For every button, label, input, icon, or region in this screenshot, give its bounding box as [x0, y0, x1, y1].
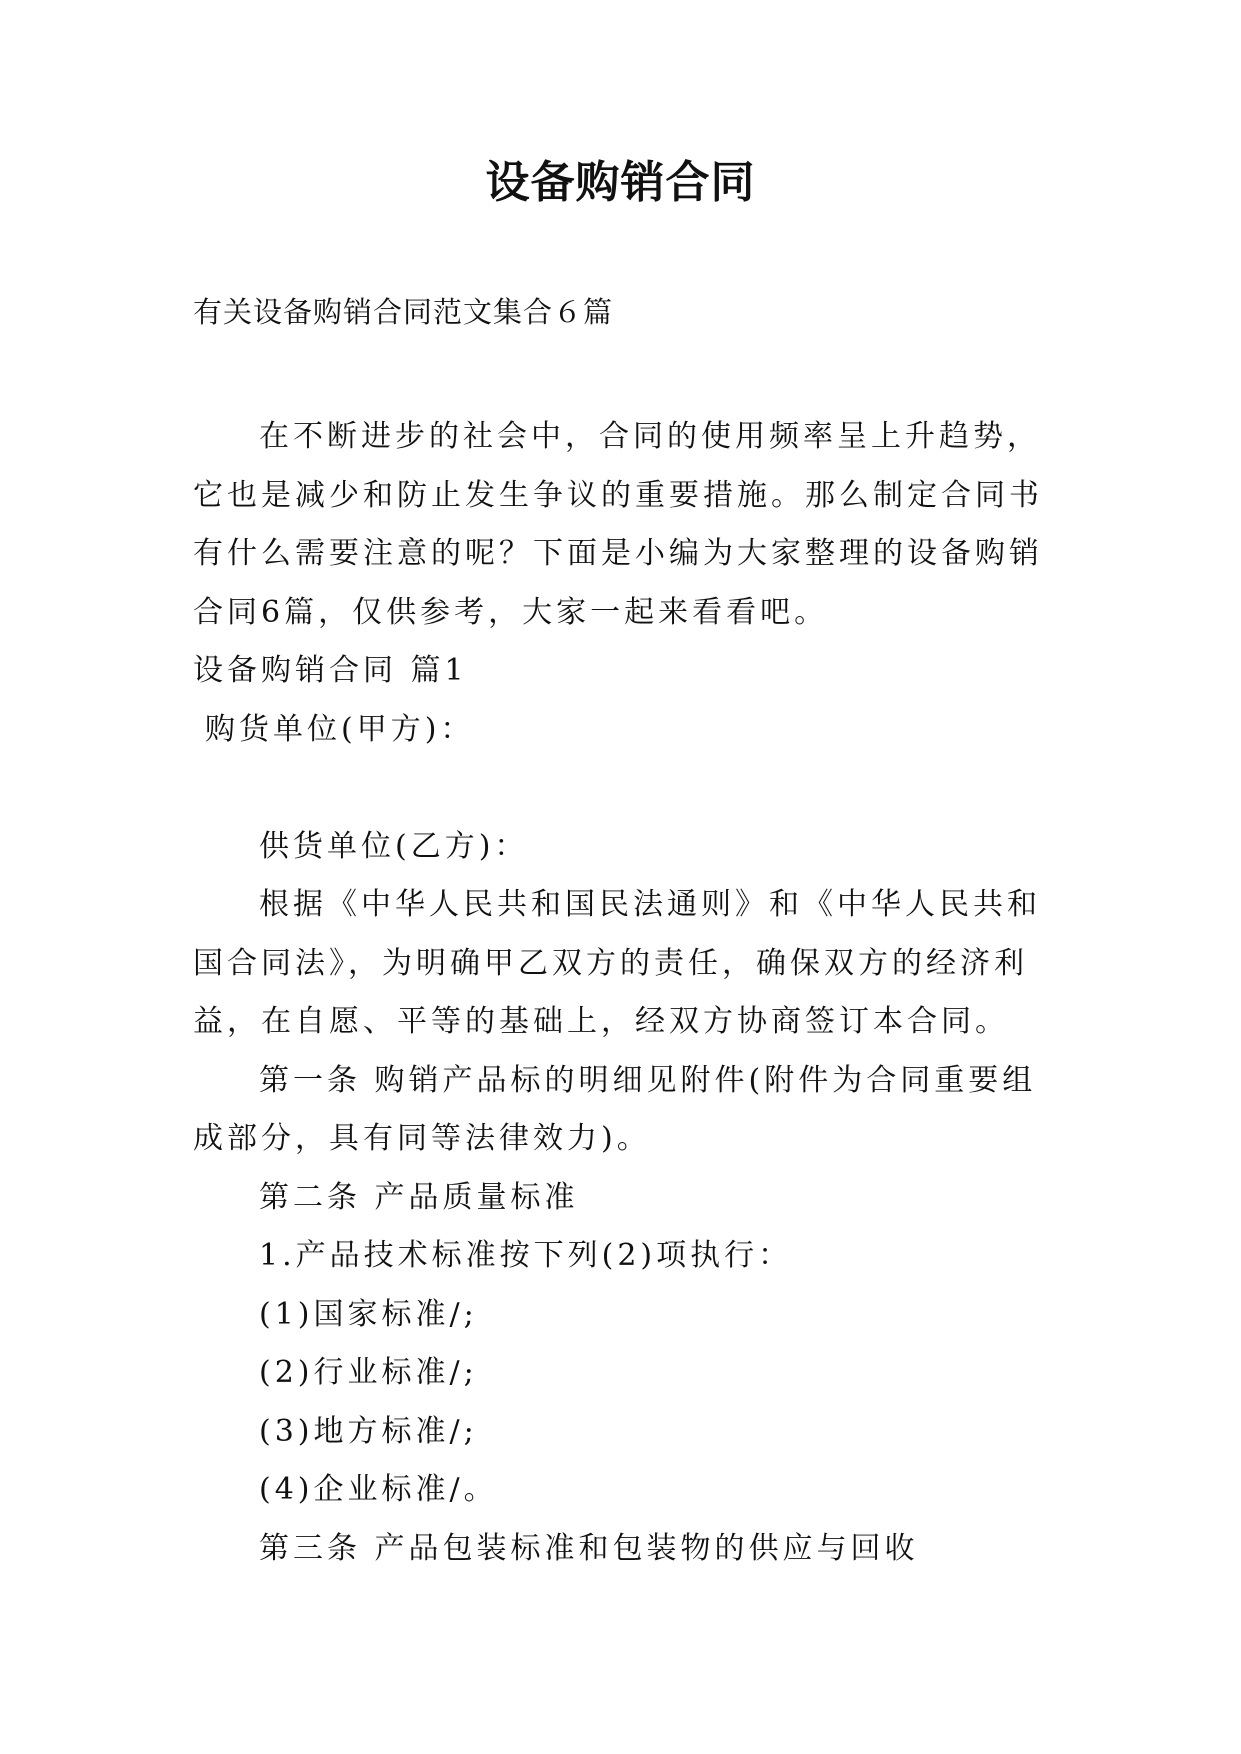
standard-item: (4)企业标准/。 — [259, 1472, 498, 1507]
buyer-line: 购货单位(甲方)： — [205, 711, 475, 747]
standard-intro: 1.产品技术标准按下列(2)项执行： — [259, 1238, 793, 1273]
standard-item: (1)国家标准/; — [259, 1296, 478, 1332]
section-heading: 设备购销合同 篇1 — [193, 653, 468, 688]
document-body — [193, 408, 1059, 1578]
basis-paragraph: 根据《中华人民共和国民法通则》和《中华人民共和国合同法》，为明确甲乙双方的责任，确保双方的经济利益，在自愿、平等的基础上，经双方协商签订本合同。 — [193, 887, 1041, 1039]
document-title: 设备购销合同 — [485, 157, 756, 208]
blank-line — [193, 759, 1059, 818]
article-3: 第三条 产品包装标准和包装物的供应与回收 — [259, 1530, 919, 1566]
standard-item: (2)行业标准/; — [259, 1355, 478, 1390]
supplier-line: 供货单位(乙方)： — [259, 828, 529, 864]
intro-paragraph: 在不断进步的社会中，合同的使用频率呈上升趋势，它也是减少和防止发生争议的重要措施。那么制定合同书有什么需要注意的呢？下面是小编为大家整理的设备购销合同6篇，仅供参考，大家一起来看看吧。 — [193, 419, 1043, 630]
article-1: 第一条 购销产品标的明细见附件(附件为合同重要组成部分，具有同等法律效力)。 — [193, 1062, 1037, 1156]
document-subtitle: 有关设备购销合同范文集合６篇 — [193, 295, 614, 329]
standard-item: (3)地方标准/; — [259, 1413, 478, 1449]
article-2: 第二条 产品质量标准 — [259, 1179, 579, 1215]
